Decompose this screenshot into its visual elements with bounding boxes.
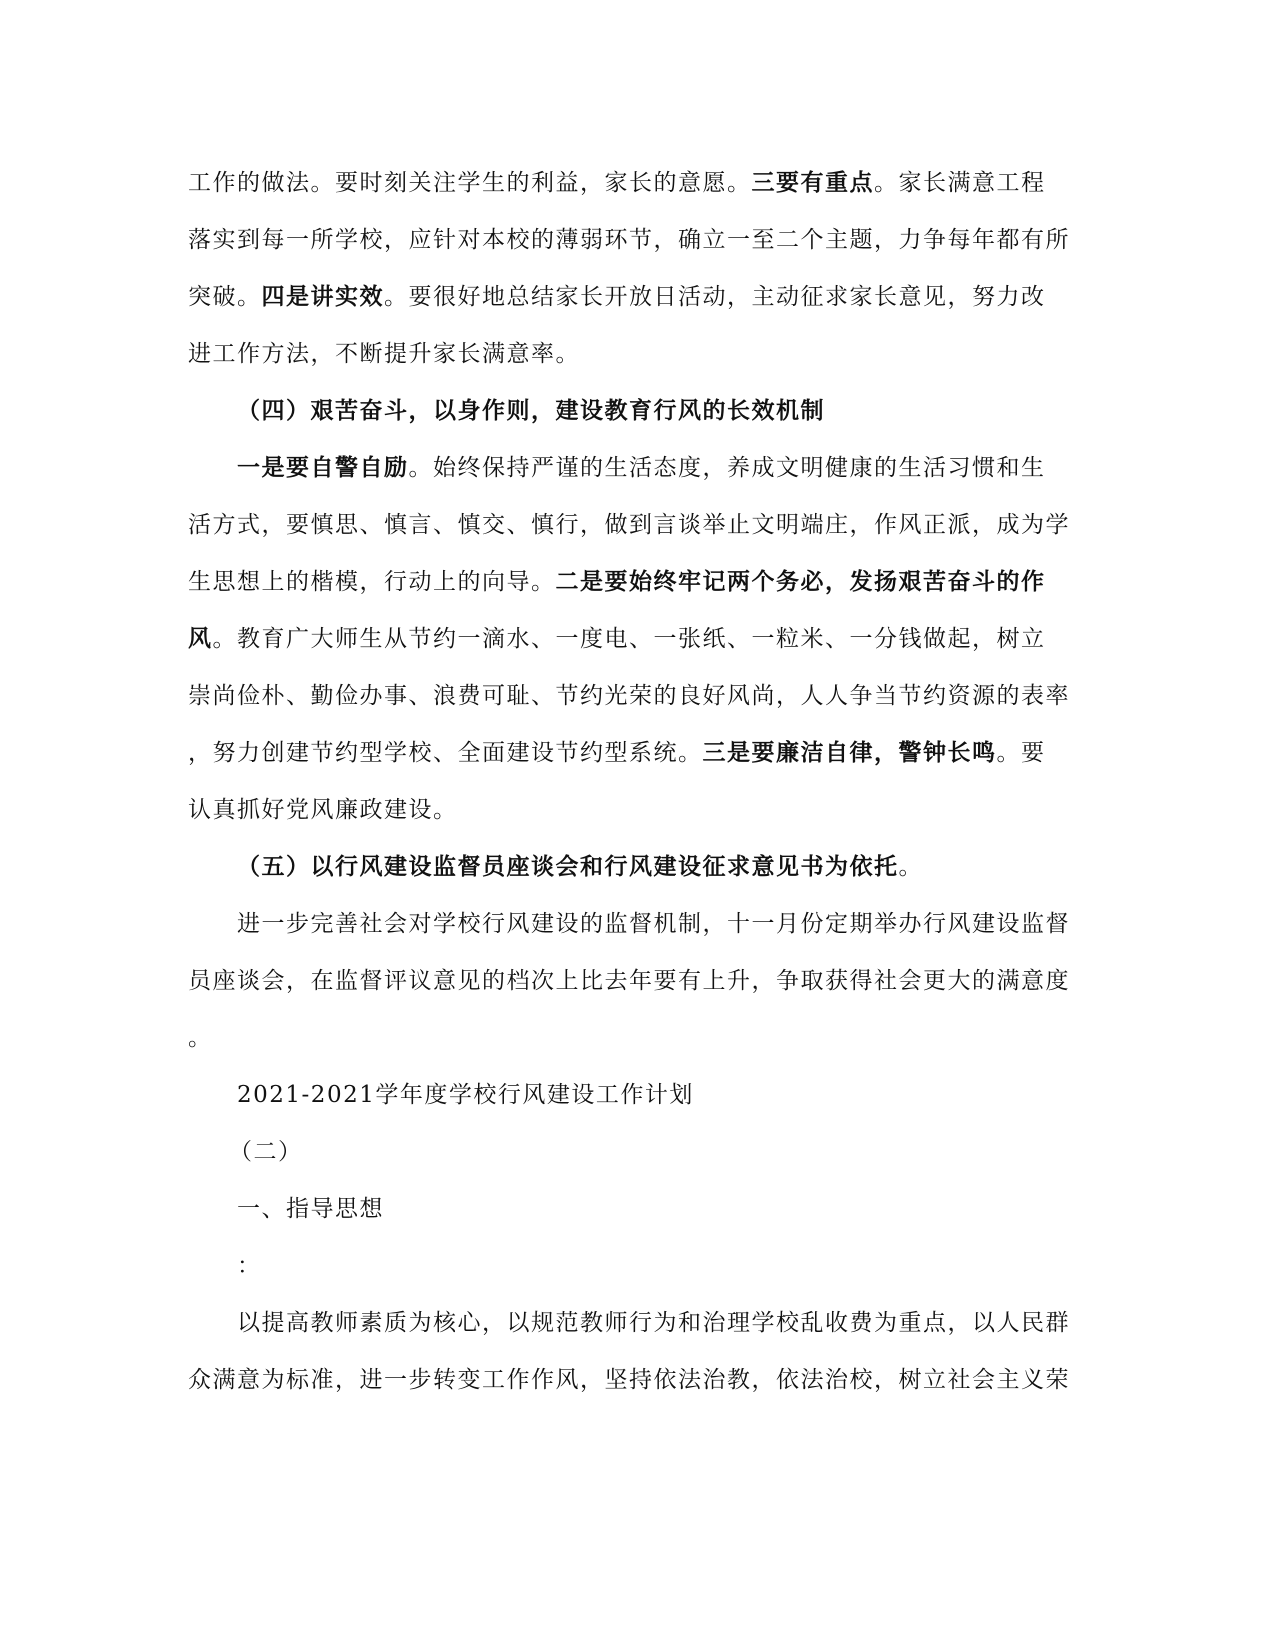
text-run: 。要很好地总结家长开放日活动，主动征求家长意见，努力改 [384,284,1046,310]
paragraph-line: 。 [188,1025,213,1051]
text-run: 。始终保持严谨的生活态度，养成文明健康的生活习惯和生 [408,455,1046,481]
bold-text-run: 四是讲实效 [261,283,384,310]
paragraph-line [237,453,1046,483]
paragraph-line: 以提高教师素质为核心，以规范教师行为和治理学校乱收费为重点，以人民群 [237,1310,1070,1336]
section-heading-5 [237,852,923,882]
paragraph-line: 崇尚俭朴、勤俭办事、浪费可耻、节约光荣的良好风尚，人人争当节约资源的表率 [188,683,1070,709]
text-run: 工作的做法。要时刻关注学生的利益，家长的意愿。 [188,170,752,196]
bold-text-run: 三是要廉洁自律，警钟长鸣 [702,739,997,766]
bold-text-run: 二是要始终牢记两个务必，发扬艰苦奋斗的作 [555,568,1046,595]
section-heading-4: （四）艰苦奋斗，以身作则，建设教育行风的长效机制 [237,397,825,424]
document-subtitle: （二） [229,1139,303,1165]
text-run: ，努力创建节约型学校、全面建设节约型系统。 [188,740,703,766]
paragraph-line [188,282,1046,312]
paragraph-line: 进一步完善社会对学校行风建设的监督机制，十一月份定期举办行风建设监督 [237,911,1070,937]
document-title: 2021-2021学年度学校行风建设工作计划 [237,1082,694,1108]
paragraph-line: 众满意为标准，进一步转变工作作风，坚持依法治教，依法治校，树立社会主义荣 [188,1367,1070,1393]
text-run: 生思想上的楷模，行动上的向导。 [188,569,556,595]
section-heading-1: 一、指导思想 [237,1196,384,1222]
bold-text-run: 风 [188,625,213,652]
paragraph-line [188,624,1046,654]
bold-text-run: 三要有重点 [751,169,874,196]
text-run: 。 [898,854,923,880]
paragraph-line [188,738,1046,768]
bold-text-run: 一是要自警自励 [237,454,409,481]
paragraph-line: 认真抓好党风廉政建设。 [188,797,458,823]
colon-line: ： [237,1253,262,1279]
paragraph-line [188,567,1046,597]
paragraph-line: 落实到每一所学校，应针对本校的薄弱环节，确立一至二个主题，力争每年都有所 [188,227,1070,253]
text-run: 。家长满意工程 [874,170,1046,196]
paragraph-line: 活方式，要慎思、慎言、慎交、慎行，做到言谈举止文明端庄，作风正派，成为学 [188,512,1070,538]
text-run: 突破。 [188,284,262,310]
bold-text-run: （五）以行风建设监督员座谈会和行风建设征求意见书为依托 [237,853,899,880]
paragraph-line [188,168,1046,198]
text-run: 。教育广大师生从节约一滴水、一度电、一张纸、一粒米、一分钱做起，树立 [212,626,1046,652]
paragraph-line: 进工作方法，不断提升家长满意率。 [188,341,580,367]
paragraph-line: 员座谈会，在监督评议意见的档次上比去年要有上升，争取获得社会更大的满意度 [188,968,1070,994]
text-run: 。要 [996,740,1046,766]
